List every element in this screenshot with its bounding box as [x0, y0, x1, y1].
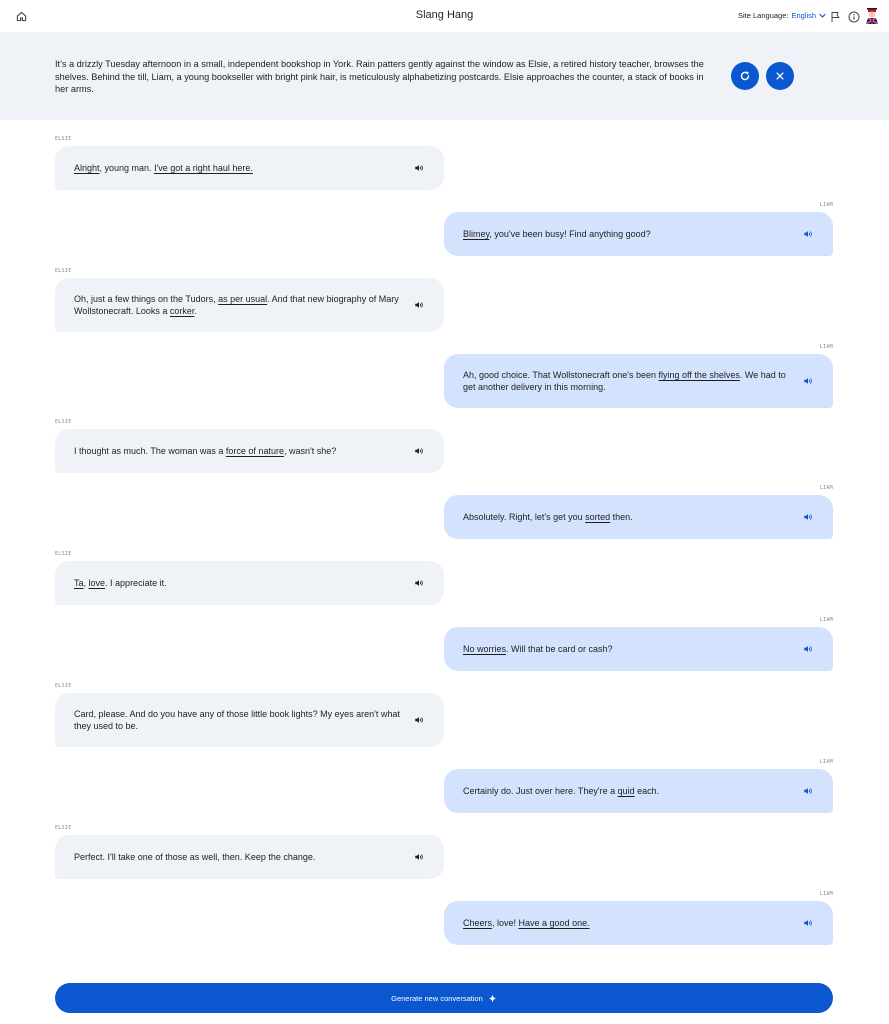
app-title: Slang Hang — [415, 9, 474, 21]
speaker-icon — [414, 446, 424, 456]
speaker-icon — [803, 512, 813, 522]
message-text-segment: Perfect. I'll take one of those as well, then. Keep the change. — [74, 852, 316, 862]
message-text — [74, 293, 404, 317]
speaker-name: ELSIE — [55, 268, 72, 274]
report-button[interactable] — [830, 10, 841, 22]
message — [444, 617, 833, 671]
slang-term[interactable]: Cheers — [463, 918, 493, 928]
message — [444, 759, 833, 813]
slang-term[interactable]: as per usual — [218, 294, 268, 304]
speaker-icon — [803, 644, 813, 654]
speaker-name: LIAM — [819, 344, 833, 350]
slang-term[interactable]: Alright — [74, 163, 100, 173]
speaker-name: LIAM — [819, 617, 833, 623]
message-text — [463, 369, 793, 393]
message-text — [74, 708, 404, 732]
message-text-segment: Oh, just a few things on the Tudors, — [74, 294, 219, 304]
chevron-down-icon — [819, 13, 826, 18]
play-audio-button[interactable] — [803, 376, 813, 386]
site-language-value: English — [791, 11, 817, 20]
message-text — [74, 445, 336, 457]
speaker-name: LIAM — [819, 202, 833, 208]
message-text — [463, 228, 651, 240]
message-text-segment: , love! — [492, 918, 519, 928]
message-text-segment: Absolutely. Right, let's get you — [463, 512, 586, 522]
play-audio-button[interactable] — [414, 852, 424, 862]
message-bubble — [55, 278, 444, 332]
speaker-name: ELSIE — [55, 551, 72, 557]
speaker-name: LIAM — [819, 485, 833, 491]
speaker-icon — [803, 918, 813, 928]
message-text-segment: Ah, good choice. That Wollstonecraft one's been — [463, 370, 659, 380]
speaker-icon — [414, 852, 424, 862]
slang-term[interactable]: No worries — [463, 644, 507, 654]
message — [444, 485, 833, 539]
avatar-icon — [864, 7, 880, 25]
message-bubble — [55, 429, 444, 473]
speaker-name: LIAM — [819, 759, 833, 765]
info-button[interactable] — [848, 10, 860, 22]
message-text-segment: , you've been busy! Find anything good? — [489, 229, 651, 239]
slang-term[interactable]: Ta — [74, 578, 84, 588]
site-language-selector[interactable] — [738, 11, 826, 20]
refresh-button[interactable] — [731, 62, 759, 90]
message-text — [463, 917, 590, 929]
message-text-segment: Certainly do. Just over here. They're a — [463, 786, 618, 796]
avatar[interactable] — [864, 7, 880, 25]
slang-term[interactable]: quid — [617, 786, 635, 796]
flag-icon — [830, 11, 841, 23]
slang-term[interactable]: Have a good one. — [518, 918, 590, 928]
play-audio-button[interactable] — [414, 446, 424, 456]
message-bubble — [55, 561, 444, 605]
play-audio-button[interactable] — [414, 715, 424, 725]
message-text-segment: . I appreciate it. — [105, 578, 167, 588]
slang-term[interactable]: sorted — [585, 512, 611, 522]
message-text-segment: each. — [634, 786, 660, 796]
speaker-icon — [414, 163, 424, 173]
close-button[interactable] — [766, 62, 794, 90]
slang-term[interactable]: Blimey — [463, 229, 490, 239]
slang-term[interactable]: flying off the shelves — [658, 370, 740, 380]
speaker-name: ELSIE — [55, 419, 72, 425]
message — [55, 551, 444, 605]
message — [55, 419, 444, 473]
message — [444, 344, 833, 408]
message — [55, 268, 444, 332]
speaker-name: ELSIE — [55, 683, 72, 689]
scenario-description: It's a drizzly Tuesday afternoon in a small, independent bookshop in York. Rain patters gently against the window as Elsie, a retired history teacher, browses the shelves. Behind the till, Liam, a young bookseller with bright pink hair, is meticulously alphabetizing postcards. Elsie approaches the counter, a stack of books in her arms. — [55, 59, 704, 94]
message-text-segment: . We had to get another delivery in this morning. — [463, 370, 786, 392]
speaker-icon — [414, 300, 424, 310]
message-bubble — [444, 901, 833, 945]
info-icon — [848, 11, 860, 23]
play-audio-button[interactable] — [803, 644, 813, 654]
message-text-segment: then. — [610, 512, 633, 522]
message-text-segment: . — [194, 306, 197, 316]
message — [55, 136, 444, 190]
message-text — [74, 577, 167, 589]
slang-term[interactable]: force of nature — [225, 446, 284, 456]
slang-term[interactable]: corker — [169, 306, 195, 316]
message — [55, 683, 444, 747]
message-bubble — [444, 627, 833, 671]
message-text — [74, 851, 315, 863]
message-text-segment: . And that new biography of Mary Wollstonecraft. Looks a — [74, 294, 399, 316]
message-bubble — [55, 835, 444, 879]
message-bubble — [55, 693, 444, 747]
play-audio-button[interactable] — [414, 300, 424, 310]
play-audio-button[interactable] — [803, 512, 813, 522]
message-text-segment: I thought as much. The woman was a — [74, 446, 226, 456]
refresh-icon — [739, 70, 751, 82]
message — [444, 202, 833, 256]
top-bar — [0, 0, 889, 32]
message-bubble — [444, 769, 833, 813]
message-bubble — [444, 212, 833, 256]
site-language-label: Site Language: — [738, 11, 789, 20]
speaker-name: ELSIE — [55, 136, 72, 142]
message-text-segment: , wasn't she? — [283, 446, 337, 456]
speaker-name: LIAM — [819, 891, 833, 897]
play-audio-button[interactable] — [803, 229, 813, 239]
play-audio-button[interactable] — [414, 578, 424, 588]
speaker-name: ELSIE — [55, 825, 72, 831]
message-text-segment: , young man. — [99, 163, 155, 173]
message — [444, 891, 833, 945]
conversation-thread — [0, 120, 889, 960]
slang-term[interactable]: love — [88, 578, 106, 588]
play-audio-button[interactable] — [414, 163, 424, 173]
message-text-segment: , — [83, 578, 89, 588]
play-audio-button[interactable] — [803, 786, 813, 796]
message-text — [463, 785, 659, 797]
speaker-icon — [414, 715, 424, 725]
close-icon — [775, 71, 785, 81]
message-text — [463, 511, 633, 523]
message-text-segment: . Will that be card or cash? — [506, 644, 613, 654]
message-bubble — [444, 354, 833, 408]
speaker-icon — [414, 578, 424, 588]
message-text-segment: Card, please. And do you have any of those little book lights? My eyes aren't what they used to be. — [74, 709, 400, 731]
generate-conversation-label: Generate new conversation — [391, 993, 483, 1003]
message — [55, 825, 444, 879]
message-text — [463, 643, 613, 655]
message-text — [74, 162, 253, 174]
speaker-icon — [803, 786, 813, 796]
speaker-icon — [803, 229, 813, 239]
speaker-icon — [803, 376, 813, 386]
scenario-panel — [0, 32, 889, 120]
slang-term[interactable]: I've got a right haul here. — [154, 163, 253, 173]
play-audio-button[interactable] — [803, 918, 813, 928]
message-bubble — [444, 495, 833, 539]
generate-conversation-button[interactable] — [55, 983, 833, 1013]
sparkle-icon — [488, 994, 497, 1003]
message-bubble — [55, 146, 444, 190]
